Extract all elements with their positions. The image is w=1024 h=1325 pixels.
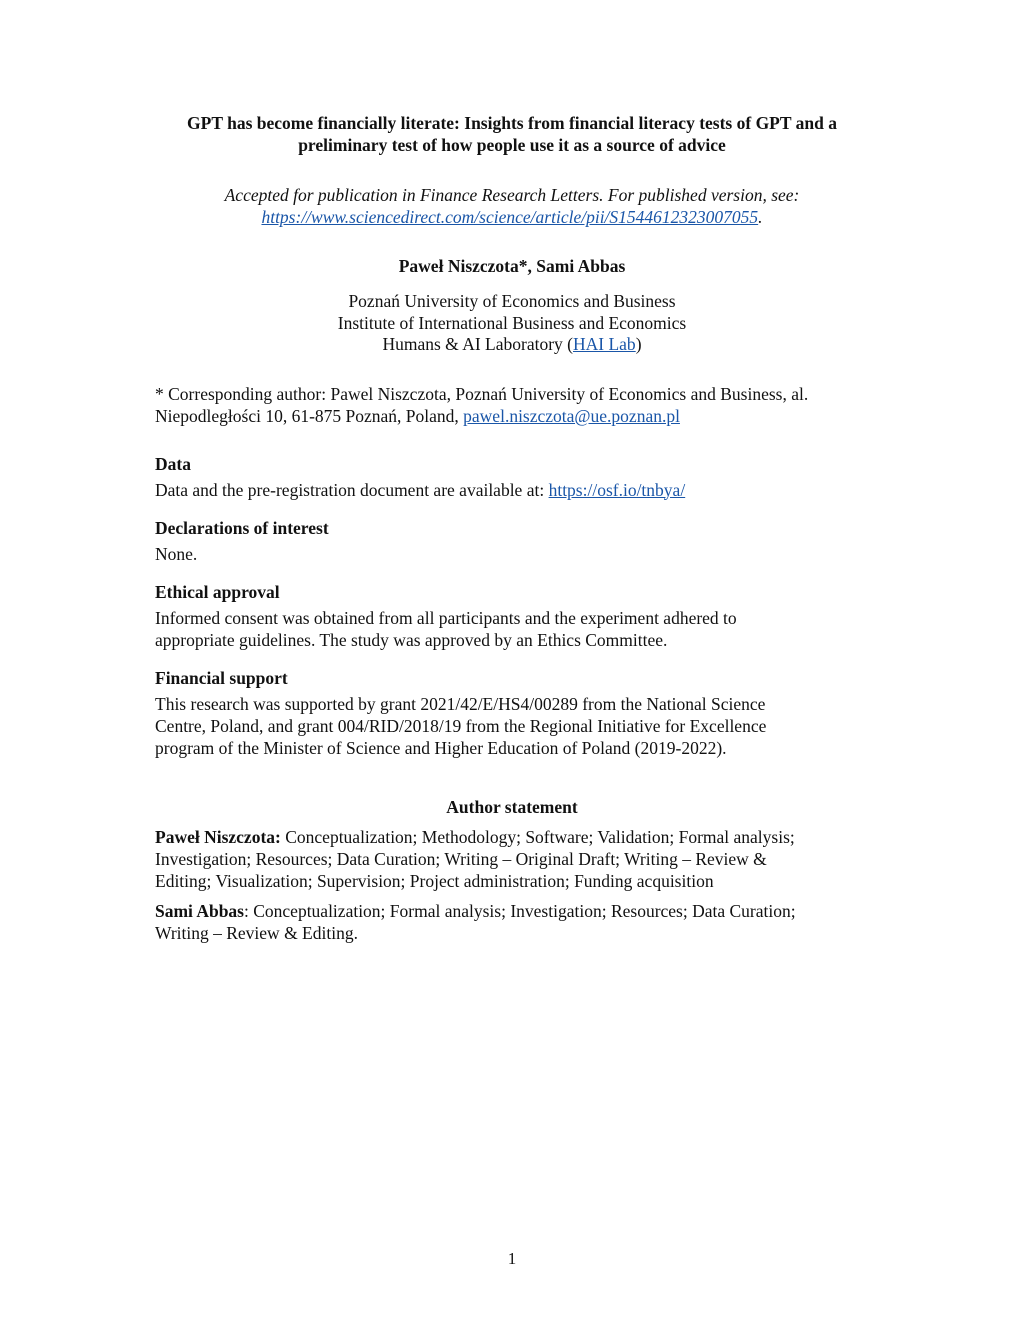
funding-line-2: Centre, Poland, and grant 004/RID/2018/19 from the Regional Initiative for Excellence [155,715,767,736]
osf-link[interactable]: https://osf.io/tnbya/ [548,479,686,500]
declarations-text: None. [155,543,198,564]
corresponding-author [155,383,869,427]
corresponding-line-2: Niepodległości 10, 61-875 Poznań, Poland, [155,405,464,426]
publication-trailing: . [758,207,763,227]
affiliation-line-2: Institute of International Business and Economics [337,312,687,333]
ethics-line-1: Informed consent was obtained from all participants and the experiment adhered to [155,607,737,628]
data-text-body: Data and the pre-registration document are available at: [155,479,549,500]
ethics-line-2: appropriate guidelines. The study was approved by an Ethics Committee. [155,629,668,650]
funding-text [155,693,869,759]
author-1-name: Paweł Niszczota: [155,826,281,847]
ethics-heading: Ethical approval [155,581,280,602]
author-2-line-1: : Conceptualization; Formal analysis; Investigation; Resources; Data Curation; [244,900,796,921]
publication-url-link[interactable]: https://www.sciencedirect.com/science/article/pii/S1544612323007055 [261,207,759,227]
author-statement-heading: Author statement [446,796,578,817]
title-line-1: GPT has become financially literate: Insights from financial literacy tests of GPT and a [187,113,837,133]
declarations-heading: Declarations of interest [155,517,329,538]
declarations-section [155,517,869,565]
hai-lab-link[interactable]: HAI Lab [573,334,636,354]
author-1-line-3: Editing; Visualization; Supervision; Project administration; Funding acquisition [155,870,714,891]
publication-note [155,184,869,228]
paper-title [155,112,869,156]
affiliation-line-1: Poznań University of Economics and Business [348,291,676,311]
ethics-section [155,581,869,651]
ethics-text [155,607,869,651]
affiliation [155,291,869,356]
title-line-2: preliminary test of how people use it as a source of advice [298,135,726,155]
data-heading: Data [155,453,191,474]
author-2-line-2: Writing – Review & Editing. [155,922,358,943]
funding-heading: Financial support [155,667,288,688]
author-1-line-1: Conceptualization; Methodology; Software; Validation; Formal analysis; [280,826,795,847]
data-section [155,453,869,501]
paper-page [155,112,869,944]
funding-section [155,667,869,759]
author-2-name: Sami Abbas [155,900,244,921]
affiliation-line-3-prefix: Humans & AI Laboratory ( [382,334,573,354]
publication-note-text: Accepted for publication in Finance Research Letters. For published version, see: [224,185,800,205]
author-statement-1 [155,826,869,892]
data-text [155,479,869,501]
funding-line-1: This research was supported by grant 2021/42/E/HS4/00289 from the National Science [155,693,766,714]
email-link[interactable]: pawel.niszczota@ue.poznan.pl [463,405,680,426]
affiliation-line-3-suffix: ) [635,334,642,354]
corresponding-line-1: * Corresponding author: Pawel Niszczota, Poznań University of Economics and Business, al. [155,383,809,404]
page-number: 1 [507,1249,517,1268]
author-list: Paweł Niszczota*, Sami Abbas [398,256,626,276]
author-1-line-2: Investigation; Resources; Data Curation; Writing – Original Draft; Writing – Review & [155,848,767,869]
author-statement-2 [155,900,869,944]
funding-line-3: program of the Minister of Science and Higher Education of Poland (2019-2022). [155,737,727,758]
